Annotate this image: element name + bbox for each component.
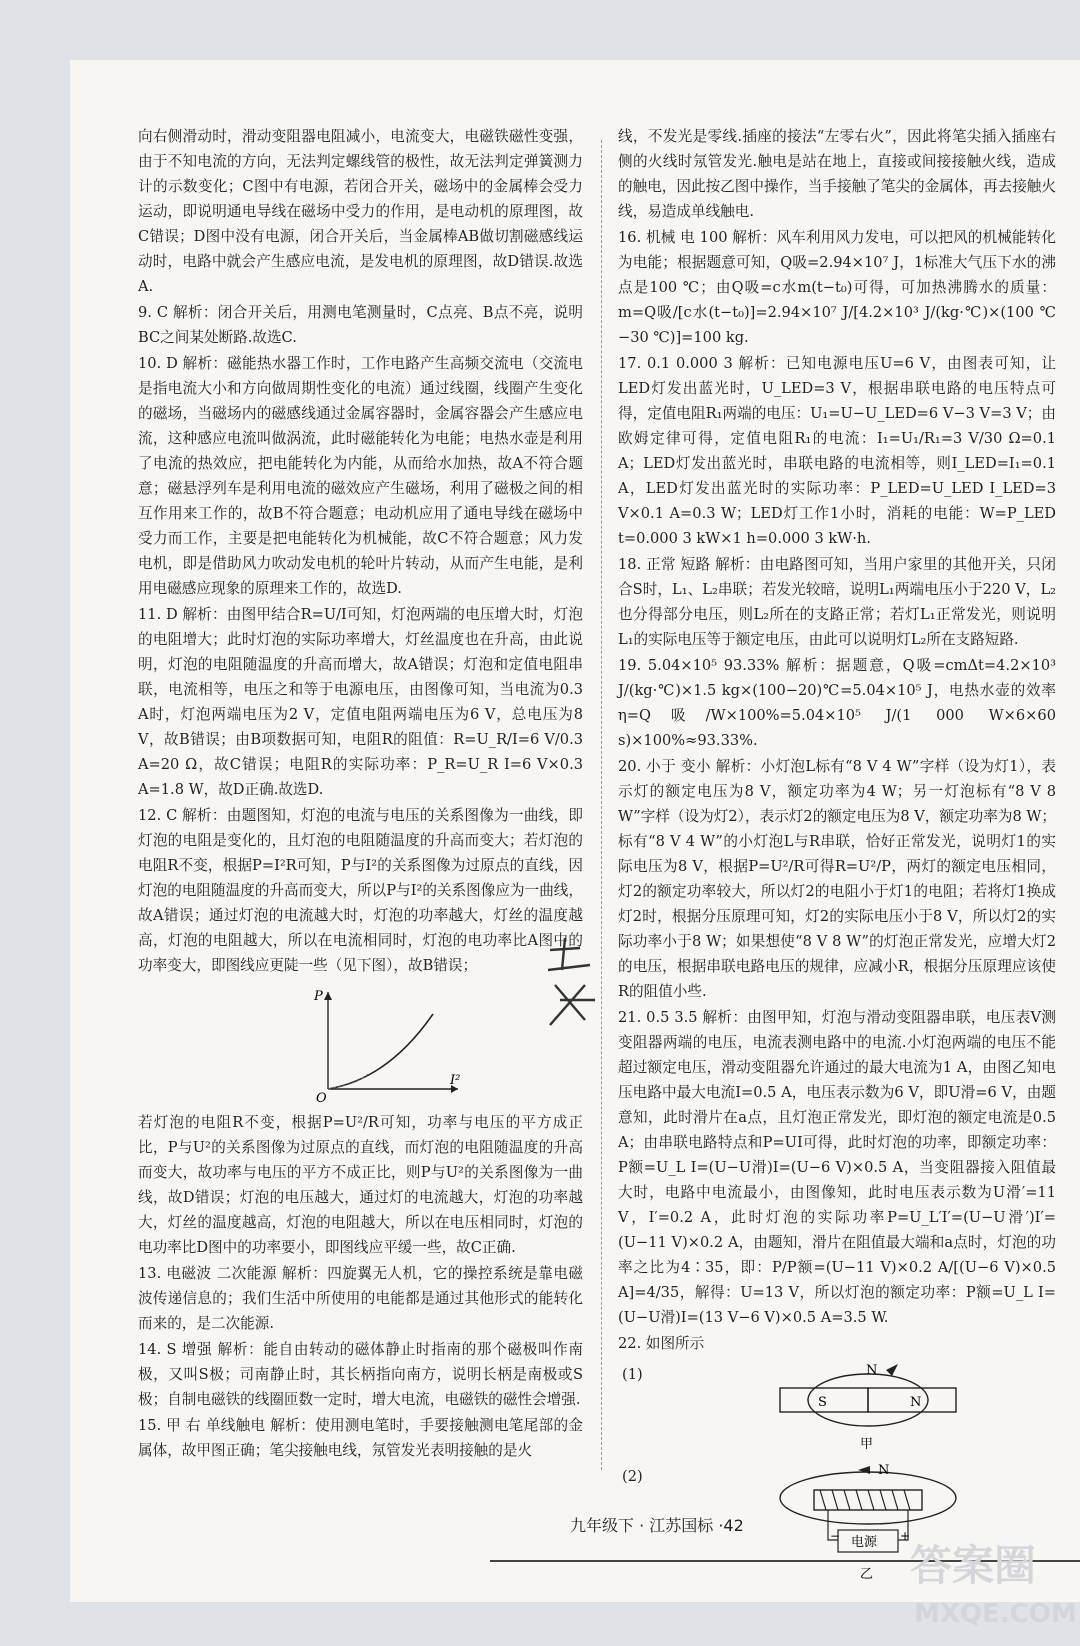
figure-yi-label: 乙: [860, 1567, 874, 1582]
solenoid-core: [814, 1490, 922, 1510]
answer-q10: 10. D 解析：磁能热水器工作时，工作电路产生高频交流电（交流电是指电流大小和方向做周期性变化的电流）通过线圈，线圈产生变化的磁场，当磁场内的磁感线通过金属容器时，金属容器会产生感应电流，这种感应电流叫做涡流，此时磁能转化为电能；电热水壶是利用了电流的热效应，把电能转化为内能，从而给水加热，故A不符合题意；磁悬浮列车是利用电流的磁效应产生磁场，利用了磁极之间的相互作用来工作的，故B不符合题意；电动机应用了通电导线在磁场中受力而工作，主要是把电能转化为机械能，故C不符合题意；风力发电机，即是借助风力吹动发电机的轮叶片转动，从而产生电能，是利用电磁感应现象的原理来工作的，故选D.: [138, 355, 583, 597]
power-plus-label: +: [900, 1529, 911, 1543]
right-column: [618, 124, 1056, 1590]
answer-q17: 17. 0.1 0.000 3 解析：已知电源电压U=6 V，由图表可知，让LED灯发出蓝光时，U_LED=3 V，根据串联电路的电压特点可得，定值电阻R₁两端的电压：U₁=U−U_LED=6 V−3 V=3 V；由欧姆定律可得，定值电阻R₁的电流：I₁=U₁/R₁=3 V/30 Ω=0.1 A；LED灯发出蓝光时，串联电路的电流相等，则I_LED=I₁=0.1 A，LED灯发出蓝光时的实际功率：P_LED=U_LED I_LED=3 V×0.1 A=0.3 W；LED灯工作1小时，消耗的电能：W=P_LED t=0.000 3 kW×1 h=0.000 3 kW·h.: [618, 355, 1056, 547]
answer-q14: 14. S 增强 解析：能自由转动的磁体静止时指南的那个磁极叫作南极，又叫S极；司南静止时，其长柄指向南方，说明长柄是南极或S极；自制电磁铁的线圈匝数一定时，增大电流，电磁铁的磁性会增强.: [138, 1341, 583, 1408]
magnet-figure-svg: [738, 1362, 1038, 1454]
site-watermark-logo: [900, 1522, 1078, 1642]
watermark-svg: [900, 1522, 1078, 1642]
answer-q11: 11. D 解析：由图甲结合R=U/I可知，灯泡两端的电压增大时，灯泡的电阻增大；此时灯泡的实际功率增大，灯丝温度也在升高，由此说明，灯泡的电阻随温度的升高而增大，故A错误；灯泡和定值电阻串联，电流相等，电压之和等于电源电压，由图像可知，当电流为0.3 A时，灯泡两端电压为2 V，定值电阻两端电压为6 V，总电压为8 V，故B错误；由B项数据可知，电阻R的阻值：R=U_R/I=6 V/0.3 A=20 Ω，故C错误；电阻R的实际功率：P_R=U_R I=6 V×0.3 A=1.8 W，故D正确.故选D.: [138, 606, 583, 798]
compass-needle-2-icon: [858, 1466, 870, 1474]
handwritten-signature: [540, 930, 610, 1040]
compass-n-label: N: [866, 1363, 878, 1378]
graph-curve: [328, 1014, 433, 1089]
graph-label-i2: I²: [450, 1073, 461, 1088]
power-minus-label: −: [830, 1529, 841, 1543]
answer-q12-part1: 12. C 解析：由题图知，灯泡的电流与电压的关系图像为一曲线，即灯泡的电阻是变化的，且灯泡的电阻随温度的升高而变大；若灯泡的电阻R不变，根据P=I²R可知，P与I²的关系图像为过原点的直线，因灯泡的电阻随温度的升高而变大，所以P与I²的关系图像应为一曲线，故A错误；通过灯泡的电流越大时，灯泡的功率越大，灯丝的温度越高，灯泡的电阻越大，所以在电流相同时，灯泡的电功率比A图中的功率变大，即图线应更陡一些（见下图），故B错误；: [138, 807, 583, 974]
answer-q16: 16. 机械 电 100 解析：风车利用风力发电，可以把风的机械能转化为电能；根据题意可知，Q吸=2.94×10⁷ J，1标准大气压下水的沸点是100 ℃；由Q吸=c水m(t−t₀)可得，可加热沸腾水的质量：m=Q吸/[c水(t−t₀)]=2.94×10⁷ J/[4.2×10³ J/(kg·℃)×(100 ℃−30 ℃)]=100 kg.: [618, 229, 1056, 346]
graph-label-origin: O: [316, 1091, 327, 1104]
watermark-title: 答案圈: [910, 1541, 1037, 1590]
answer-q18: 18. 正常 短路 解析：由电路图可知，当用户家里的其他开关，只闭合S时，L₁、L₂串联；若发光较暗，说明L₁两端电压小于220 V，L₂也分得部分电压，则L₂所在的支路正常；若灯L₁正常发光，则说明L₁的实际电压等于额定电压，由此可以说明灯L₂所在支路短路.: [618, 556, 1056, 648]
compass-needle-icon: [886, 1364, 898, 1376]
answer-q20: 20. 小于 变小 解析：小灯泡L标有“8 V 4 W”字样（设为灯1），表示灯的额定电压为8 V，额定功率为4 W；另一灯泡标有“8 V 8 W”字样（设为灯2），表示灯2的额定电压为8 V，额定功率为8 W；标有“8 V 4 W”的小灯泡L与R串联，恰好正常发光，说明灯1的实际电压为8 V，根据P=U²/R可得R=U²/P，两灯的额定电压相同，灯2的额定功率较大，所以灯2的电阻小于灯1的电阻；若将灯1换成灯2时，根据分压原理可知，灯2的实际电压小于8 V，所以灯2的实际功率小于8 W；如果想使“8 V 8 W”的灯泡正常发光，应增大灯2的电压，根据串联电路电压的规律，应减小R，根据分压原理应该使R的阻值小些.: [618, 758, 1056, 1000]
answer-q15-continued: 线，不发光是零线.插座的接法“左零右火”，因此将笔尖插入插座右侧的火线时氖管发光.触电是站在地上，直接或间接接触火线，造成的触电，因此按乙图中操作，当手接触了笔尖的金属体，再去接触火线，易造成单线触电.: [618, 128, 1056, 220]
left-column: [138, 124, 583, 1464]
solenoid-coils: [820, 1490, 910, 1510]
compass-2-n-label: N: [878, 1463, 890, 1478]
watermark-url: MXQE.COM: [914, 1599, 1077, 1629]
signature-svg: [540, 930, 610, 1040]
figure-22-1: [618, 1362, 1056, 1454]
magnet-n-label: N: [910, 1395, 922, 1410]
answer-q12-part2: 若灯泡的电阻R不变，根据P=U²/R可知，功率与电压的平方成正比，P与U²的关系图像为过原点的直线，而灯泡的电阻随温度的升高而变大，故功率与电压的平方不成正比，则P与U²的关系图像为一曲线，故D错误；灯泡的电压越大，通过灯的电流越大，灯泡的功率越大，灯丝的温度越高，灯泡的电阻越大，所以在电压相同时，灯泡的电功率比D图中的功率要小，即图线应平缓一些，故C正确.: [138, 1114, 583, 1256]
answer-page: [70, 60, 1080, 1629]
solenoid-field-loop: [780, 1472, 956, 1524]
answer-q15: 15. 甲 右 单线触电 解析：使用测电笔时，手要接触测电笔尾部的金属体，故甲图正确；笔尖接触电线，氖管发光表明接触的是火: [138, 1417, 583, 1459]
page-footer: 九年级下 · 江苏国标 ·42: [570, 1516, 744, 1535]
graph-label-p: P: [314, 989, 323, 1004]
answer-q21: 21. 0.5 3.5 解析：由图甲知，灯泡与滑动变阻器串联，电压表V测变阻器两端的电压，电流表测电路中的电流.小灯泡两端的电压不能超过额定电压，滑动变阻器允许通过的最大电流为1 A，由图乙知电压电路中最大电流I=0.5 A，电压表示数为6 V，即U滑=6 V，由题意知，此时滑片在a点，且灯泡正常发光，即灯泡的额定电流是0.5 A；由串联电路特点和P=UI可得，此时灯泡的功率，即额定功率：P额=U_L I=(U−U滑)I=(U−6 V)×0.5 A，当变阻器接入阻值最大时，电路中电流最小，由图像知，此时电压表示数为U滑′=11 V，I′=0.2 A，此时灯泡的实际功率P=U_L′I′=(U−U滑′)I′=(U−11 V)×0.2 A，由题知，滑片在阻值最大端和a点时，灯泡的功率之比为4∶35，即：P/P额=(U−11 V)×0.2 A/[(U−6 V)×0.5 A]=4/35，解得：U=13 V，所以灯泡的额定功率：P额=U_L I=(U−U滑)I=(13 V−6 V)×0.5 A=3.5 W.: [618, 1009, 1056, 1326]
signature-strokes: [548, 938, 595, 1025]
figure-22-2-label: (2): [622, 1468, 643, 1485]
power-source-label: 电源: [851, 1535, 878, 1550]
answer-q9: 9. C 解析：闭合开关后，用测电笔测量时，C点亮、B点不亮，说明BC之间某处断路.故选C.: [138, 304, 583, 346]
intro-paragraph: 向右侧滑动时，滑动变阻器电阻减小，电流变大，电磁铁磁性变强，由于不知电流的方向，无法判定螺线管的极性，故无法判定弹簧测力计的示数变化；C图中有电源，若闭合开关，磁场中的金属棒会受力运动，即说明通电导线在磁场中受力的作用，是电动机的原理图，故C错误；D图中没有电源，闭合开关后，当金属棒AB做切割磁感线运动时，电路中就会产生感应电流，是发电机的原理图，故D错误.故选A.: [138, 128, 583, 295]
power-current-graph: [138, 984, 583, 1104]
graph-sketch-curve: [328, 1074, 368, 1089]
figure-jia-label: 甲: [860, 1437, 874, 1452]
answer-q19: 19. 5.04×10⁵ 93.33% 解析：据题意，Q吸=cmΔt=4.2×10³ J/(kg·℃)×1.5 kg×(100−20)℃=5.04×10⁵ J，电热水壶的效率η=Q吸/W×100%=5.04×10⁵ J/(1 000 W×6×60 s)×100%≈93.33%.: [618, 657, 1056, 749]
figure-22-1-label: (1): [622, 1366, 643, 1383]
magnet-s-label: S: [818, 1395, 827, 1410]
graph-y-arrow: [324, 992, 332, 1000]
graph-svg: [308, 984, 468, 1104]
answer-q13: 13. 电磁波 二次能源 解析：四旋翼无人机，它的操控系统是靠电磁波传递信息的；我们生活中所使用的电能都是通过其他形式的能转化而来的，是二次能源.: [138, 1265, 583, 1332]
column-divider: [601, 140, 602, 1470]
answer-q22: 22. 如图所示: [618, 1335, 705, 1352]
